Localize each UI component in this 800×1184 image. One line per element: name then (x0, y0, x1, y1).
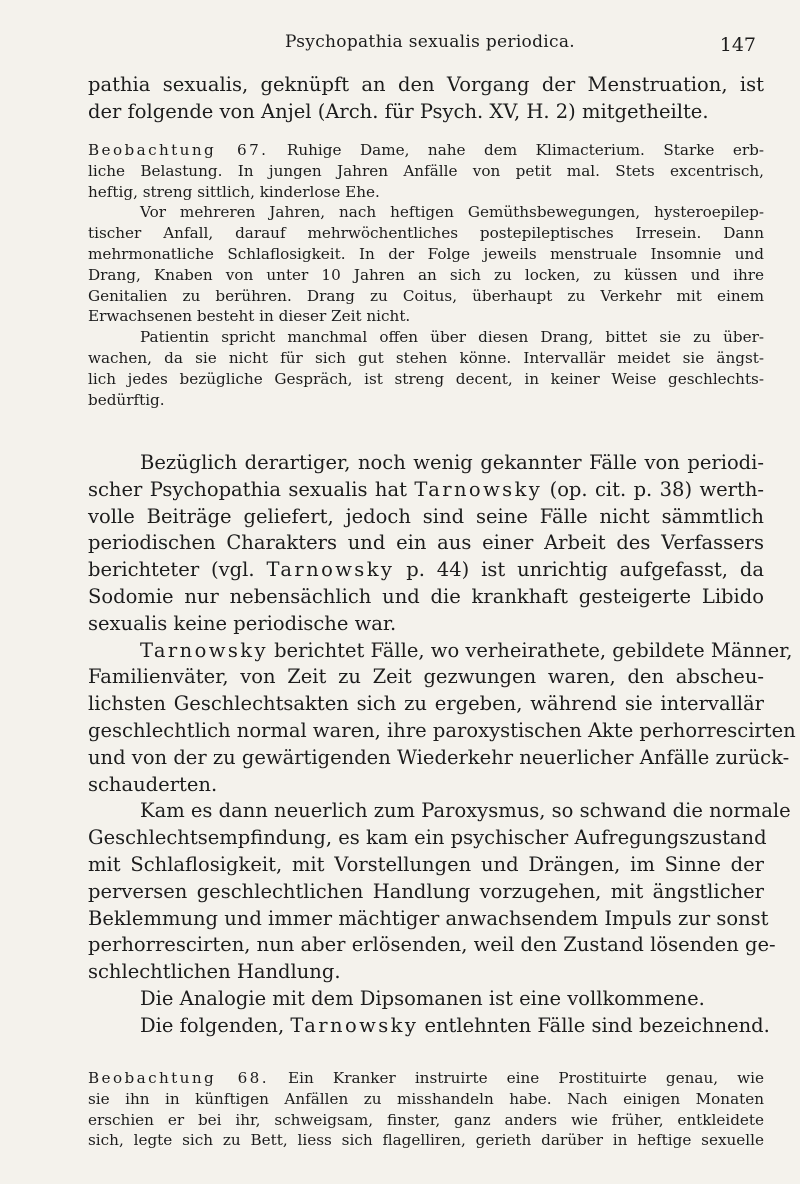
text-line: sie ihn in künftigen Anfällen zu misshandeln habe. Nach einigen Monaten (88, 1089, 764, 1108)
text-line: der folgende von Anjel (Arch. für Psych. XV, H. 2) mitgetheilte. (88, 99, 709, 123)
text-line: und von der zu gewärtigenden Wiederkehr neuerlicher Anfälle zurück- (88, 745, 790, 769)
text-line: periodischen Charakters und ein aus einer Arbeit des Verfassers (88, 531, 764, 555)
text-line: scher Psychopathia sexualis hat Tarnowsky (op. cit. p. 38) werth- (88, 477, 764, 501)
author-name: Tarnowsky (290, 1013, 419, 1037)
text-line: perversen geschlechtlichen Handlung vorzugehen, mit ängstlicher (88, 879, 764, 903)
text-line: volle Beiträge geliefert, jedoch sind seine Fälle nicht sämmtlich (88, 504, 764, 528)
text-line: Familienväter, von Zeit zu Zeit gezwungen waren, den abscheu- (88, 665, 764, 689)
text-line: pathia sexualis, geknüpft an den Vorgang der Menstruation, ist (88, 73, 764, 96)
page-number: 147 (719, 34, 756, 56)
intro-paragraph (88, 72, 764, 126)
text-line: Beklemmung und immer mächtiger anwachsendem Impuls zur sonst (88, 906, 769, 930)
text-line: liche Belastung. In jungen Jahren Anfälle von petit mal. Stets excentrisch, (88, 161, 764, 180)
text-line: Sodomie nur nebensächlich und die krankhaft gesteigerte Libido (88, 584, 764, 608)
text-line: Bezüglich derartiger, noch wenig gekannter Fälle von periodi- (140, 451, 764, 474)
text-line: mit Schlaflosigkeit, mit Vorstellungen und Drängen, im Sinne der (88, 852, 764, 876)
text-line: tischer Anfall, darauf mehrwöchentliches postepileptisches Irresein. Dann (88, 224, 764, 243)
text-line: schlechtlichen Handlung. (88, 960, 341, 984)
text-line: Die folgenden, Tarnowsky entlehnten Fälle sind bezeichnend. (140, 1013, 770, 1037)
text-line: erschien er bei ihr, schweigsam, finster, ganz anders wie früher, entkleidete (88, 1110, 764, 1129)
author-name: Tarnowsky (266, 558, 395, 582)
text-line: Die Analogie mit dem Dipsomanen ist eine vollkommene. (140, 986, 705, 1010)
text-line: heftig, streng sittlich, kinderlose Ehe. (88, 182, 380, 201)
text-line: lichsten Geschlechtsakten sich zu ergeben, während sie intervallär (88, 692, 764, 716)
text-line: wachen, da sie nicht für sich gut stehen könne. Intervallär meidet sie ängst- (88, 348, 764, 367)
text-line: Kam es dann neuerlich zum Paroxysmus, so schwand die normale (140, 799, 791, 823)
text-line: sexualis keine periodische war. (88, 611, 397, 635)
text-line: Vor mehreren Jahren, nach heftigen Gemüthsbewegungen, hysteroepilep- (140, 203, 764, 222)
author-name: Tarnowsky (140, 638, 268, 662)
text-line: Geschlechtsempfindung, es kam ein psychischer Aufregungszustand (88, 826, 767, 850)
text-line: schauderten. (88, 772, 218, 796)
main-text (88, 450, 796, 1040)
text-line: Tarnowsky berichtet Fälle, wo verheirathete, gebildete Männer, (140, 638, 793, 662)
text-line: perhorrescirten, nun aber erlösenden, weil den Zustand lösenden ge- (88, 933, 776, 957)
text-line: sich, legte sich zu Bett, liess sich flagelliren, gerieth darüber in heftige sexuelle (88, 1131, 764, 1150)
author-name: Tarnowsky (414, 477, 543, 501)
text-line: lich jedes bezügliche Gespräch, ist streng decent, in keiner Weise geschlechts- (88, 369, 764, 388)
case-label: Beobachtung 67. (88, 141, 269, 159)
case-68 (88, 1068, 764, 1151)
text-line: Beobachtung 68. Ein Kranker instruirte eine Prostituirte genau, wie (88, 1069, 764, 1087)
text-line: mehrmonatliche Schlaflosigkeit. In der Folge jeweils menstruale Insomnie und (88, 244, 764, 263)
text-line: geschlechtlich normal waren, ihre paroxystischen Akte perhorrescirten (88, 718, 796, 742)
text-line: berichteter (vgl. Tarnowsky p. 44) ist unrichtig aufgefasst, da (88, 558, 765, 582)
running-head: Psychopathia sexualis periodica. (285, 32, 575, 52)
text-line: Patientin spricht manchmal offen über diesen Drang, bittet sie zu über- (140, 328, 764, 347)
text-line: bedürftig. (88, 390, 165, 409)
page-header (0, 28, 800, 60)
text-line: Genitalien zu berühren. Drang zu Coitus, überhaupt zu Verkehr mit einem (88, 286, 764, 305)
text-line: Drang, Knaben von unter 10 Jahren an sich zu locken, zu küssen und ihre (88, 265, 764, 284)
text-line: Beobachtung 67. Ruhige Dame, nahe dem Klimacterium. Starke erb- (88, 141, 764, 159)
text-line: Erwachsenen besteht in dieser Zeit nicht. (88, 307, 411, 326)
case-67 (88, 140, 764, 410)
case-label: Beobachtung 68. (88, 1069, 269, 1087)
